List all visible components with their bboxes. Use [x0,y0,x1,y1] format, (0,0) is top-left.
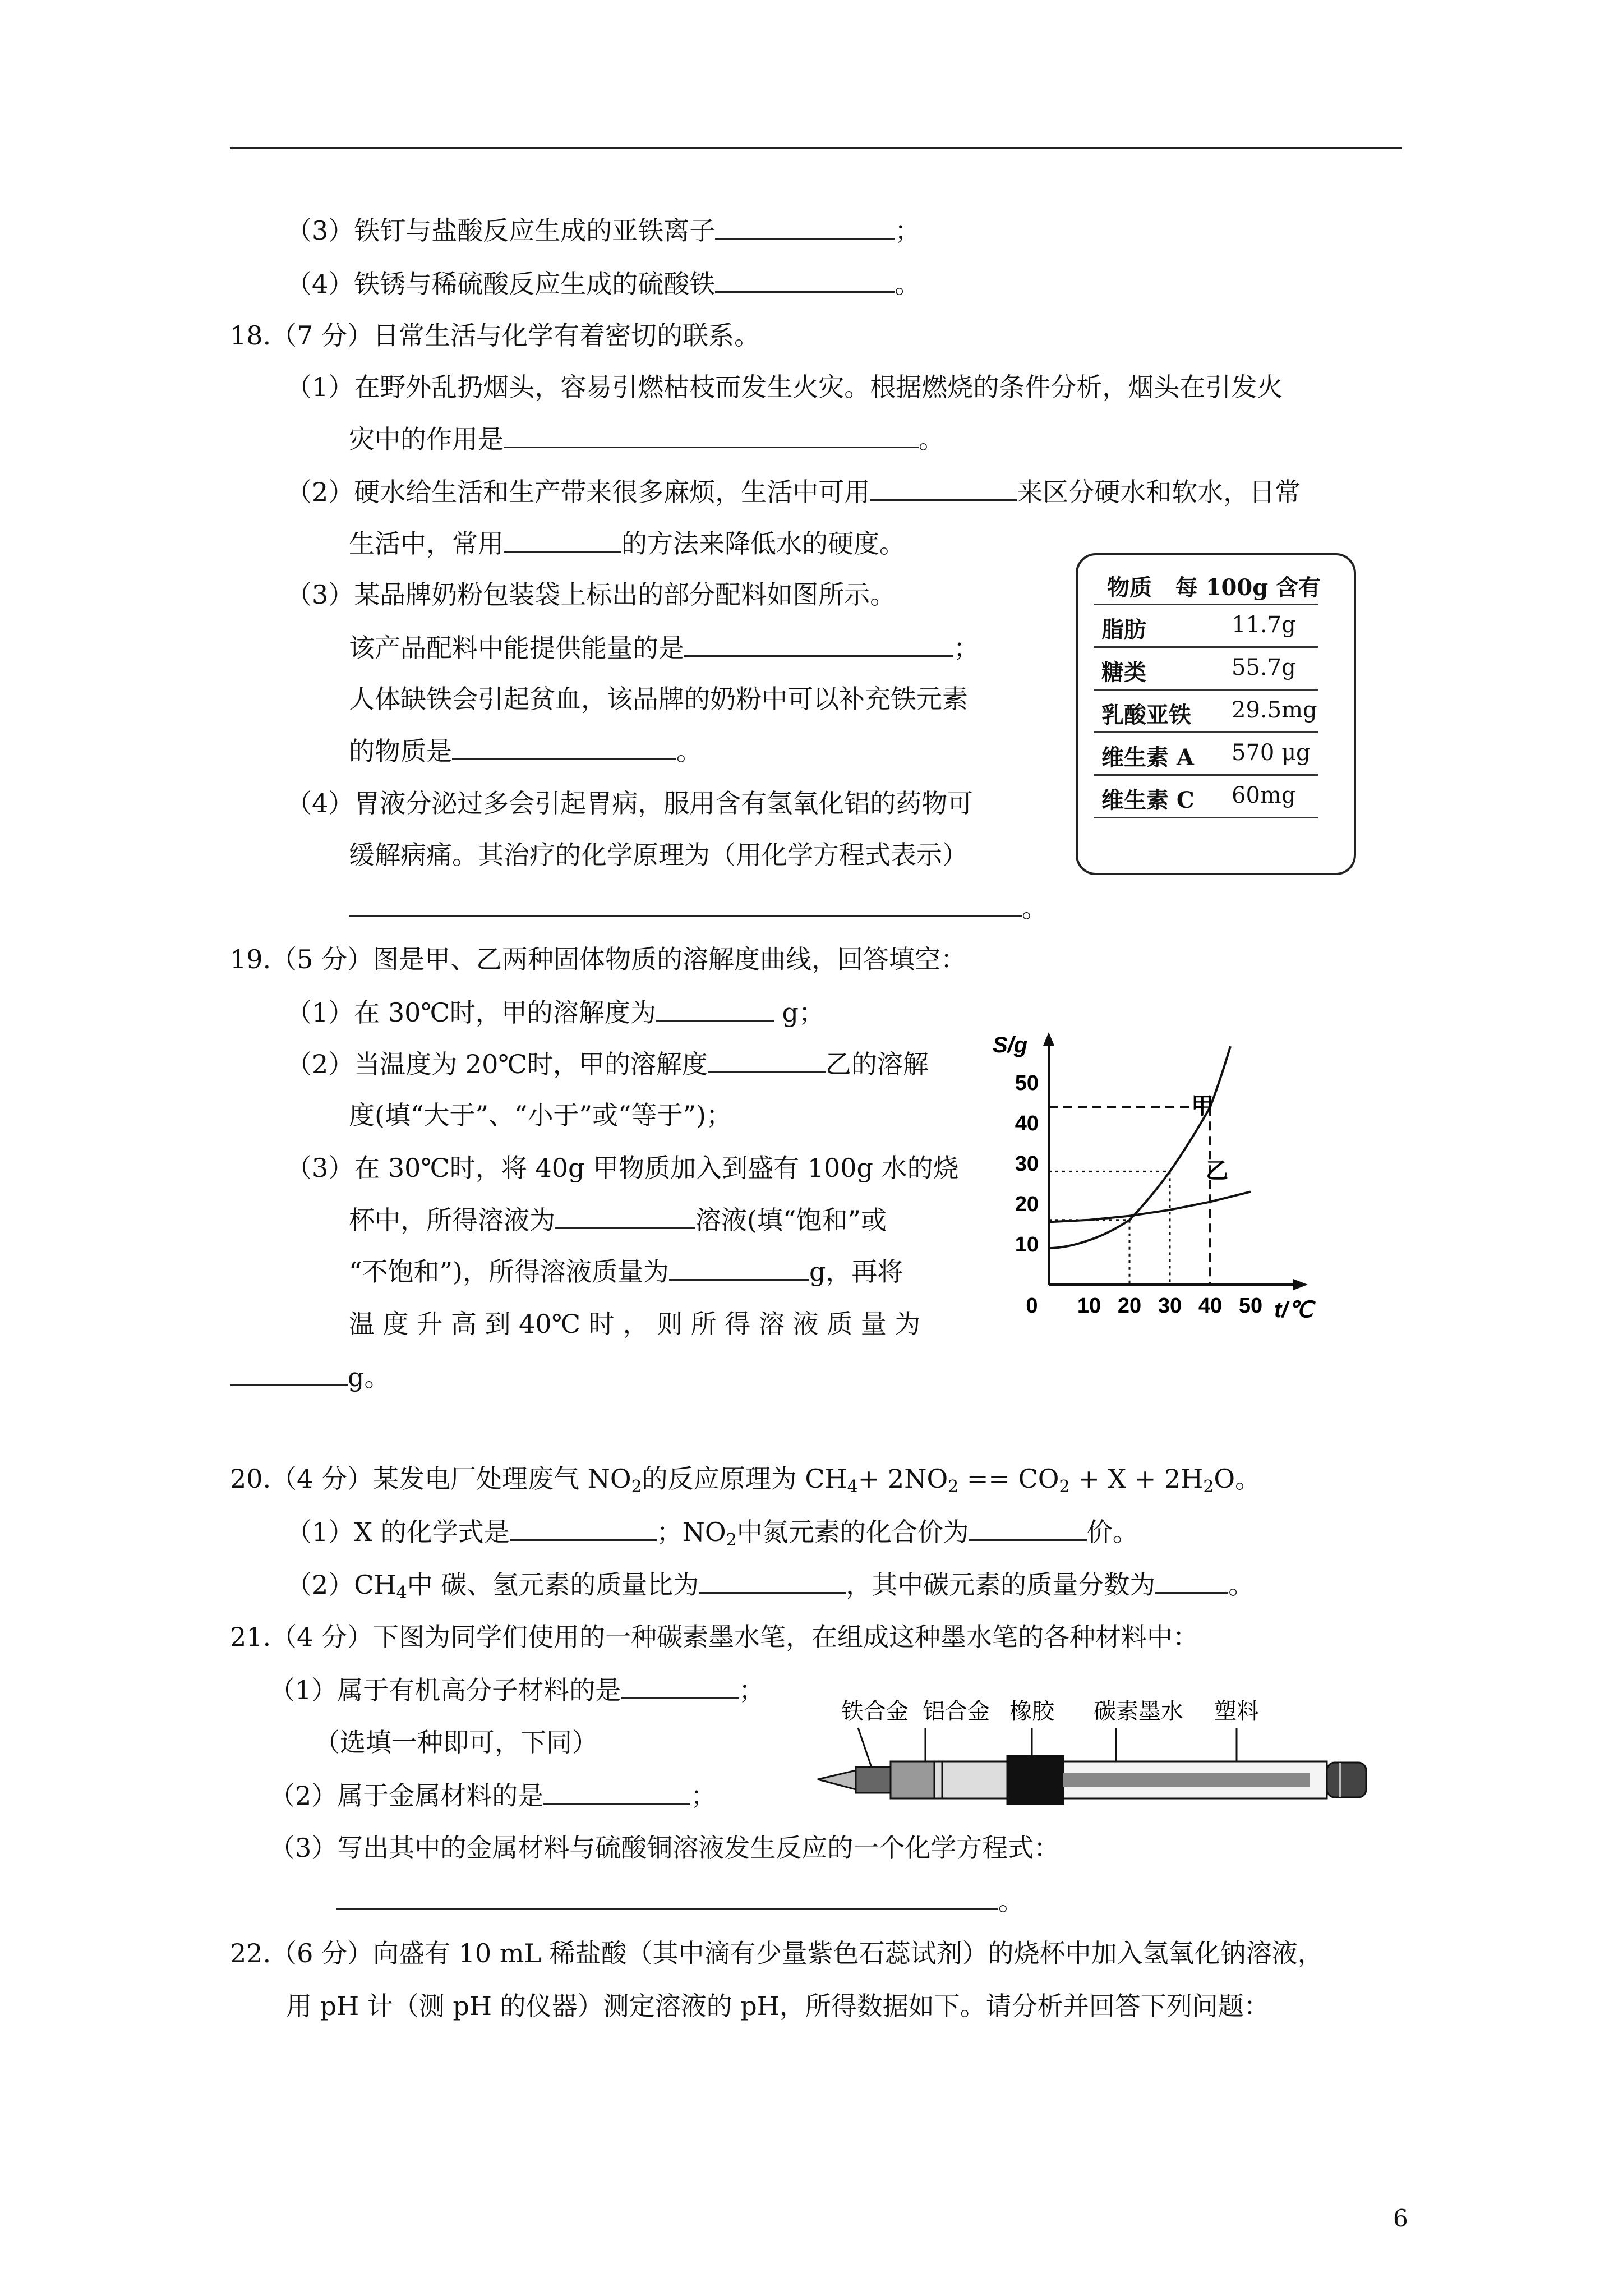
table-row: 维生素 A 570 μg [1094,731,1318,774]
answer-blank[interactable] [656,995,774,1022]
q18-3c-text: 人体缺铁会引起贫血，该品牌的奶粉中可以补充铁元素 [349,684,968,714]
q19-3a-text: （3）在 30℃时，将 40g 甲物质加入到盛有 100g 水的烧 [286,1153,959,1183]
pen-illustration [813,1677,1391,1829]
y-tick-label: 40 [1015,1112,1039,1135]
answer-blank[interactable] [230,1360,348,1386]
x-tick-label: 30 [1158,1294,1182,1318]
q17-4-text: （4）铁锈与稀硫酸反应生成的硫酸铁 [286,269,716,299]
q21-3b-line: 。 [336,1884,1024,1918]
answer-blank[interactable] [555,1203,695,1229]
q19-title: 19.（5 分）图是甲、乙两种固体物质的溶解度曲线，回答填空： [230,944,967,974]
q17-4-line: （4）铁锈与稀硫酸反应生成的硫酸铁 。 [286,266,920,301]
answer-blank[interactable] [708,1047,826,1073]
answer-blank[interactable] [1155,1567,1228,1594]
milk-ingredient-table [1076,553,1356,875]
answer-blank[interactable] [621,1673,739,1699]
answer-blank[interactable] [870,475,1017,501]
answer-blank[interactable] [349,891,1022,917]
y-tick-label: 50 [1015,1071,1039,1095]
pen-label: 碳素墨水 [1094,1699,1183,1724]
q20-1-line: （1）X 的化学式是 ；$NO_2$中氮元素的化合价为 价。 [286,1515,1138,1549]
answer-blank[interactable] [452,734,676,760]
x-tick-label: 40 [1198,1294,1223,1318]
solubility-chart [987,1021,1335,1346]
q21-1-line: （1）属于有机高分子材料的是 ； [269,1673,764,1707]
q20-title: 20.（4 分）某发电厂处理废气 $NO_2$的反应原理为 $CH_4+ 2NO_2 == CO_2 + X + 2H_2O$。 [230,1464,1261,1497]
y-tick-label: 30 [1015,1152,1039,1176]
y-tick-label: 10 [1015,1233,1039,1257]
answer-blank[interactable] [715,213,895,240]
series-label: 乙 [1206,1158,1228,1184]
q19-3d-text: 温 度 升 高 到 40℃ 时 ， 则 所 得 溶 液 质 量 为 [349,1309,921,1339]
q18-1-text: （1）在野外乱扔烟头，容易引燃枯枝而发生火灾。根据燃烧的条件分析，烟头在引发火 [286,372,1283,402]
x-tick-label: 10 [1077,1294,1101,1318]
q21-2-line: （2）属于金属材料的是 ； [269,1778,716,1812]
q18-2b-line: 生活中，常用 的方法来降低水的硬度。 [349,526,905,560]
q19-2a-line: （2）当温度为 20℃时，甲的溶解度 乙的溶解 [286,1047,929,1081]
y-axis-arrow [1043,1032,1054,1046]
x-tick-label: 50 [1238,1294,1263,1318]
q21-1b-text: （选填一种即可，下同） [314,1727,598,1757]
q22-text: 用 pH 计（测 pH 的仪器）测定溶液的 pH，所得数据如下。请分析并回答下列问题： [286,1991,1270,2021]
q21-title: 21.（4 分）下图为同学们使用的一种碳素墨水笔，在组成这种墨水笔的各种材料中： [230,1622,1199,1652]
table-row: 糖类 55.7g [1094,646,1318,688]
table-header: 物质 每 100g 含有 [1107,574,1321,601]
pen-label: 塑料 [1214,1699,1259,1724]
y-axis-label: S/g [993,1033,1028,1057]
pen-label: 橡胶 [1009,1699,1054,1724]
q18-1b-line: 灾中的作用是 。 [349,422,944,456]
q18-3d-line: 的物质是 。 [349,734,702,768]
answer-blank[interactable] [669,1254,809,1281]
page-number: 6 [1393,2205,1408,2232]
header-rule [230,147,1402,149]
q21-3-text: （3）写出其中的金属材料与硫酸铜溶液发生反应的一个化学方程式： [269,1833,1060,1863]
q17-3-text: （3）铁钉与盐酸反应生成的亚铁离子 [286,215,716,246]
q18-4c-line: 。 [349,891,1048,925]
answer-blank[interactable] [336,1884,998,1910]
q18-title: 18.（7 分）日常生活与化学有着密切的联系。 [230,320,760,351]
q18-2a-line: （2）硬水给生活和生产带来很多麻烦，生活中可用 来区分硬水和软水，日常 [286,475,1301,509]
series-label: 甲 [1191,1094,1214,1119]
q19-1-line: （1）在 30℃时，甲的溶解度为 g； [286,995,824,1029]
q17-3-line: （3）铁钉与盐酸反应生成的亚铁离子 ； [286,213,920,247]
table-row: 脂肪 11.7g [1094,604,1318,646]
q18-3b-line: 该产品配料中能提供能量的是 ； [349,631,979,665]
q19-3e-line: g。 [230,1360,390,1394]
answer-blank[interactable] [684,631,953,657]
pen-label: 铝合金 [923,1699,990,1724]
answer-blank[interactable] [699,1567,846,1594]
pen-label: 铁合金 [841,1699,909,1724]
x-axis-arrow [1293,1279,1308,1290]
q19-3c-line: “不饱和”)，所得溶液质量为 g，再将 [349,1254,903,1289]
table-bottom-rule [1094,817,1318,818]
answer-blank[interactable] [510,1515,657,1541]
x-tick-label: 20 [1117,1294,1142,1318]
q18-4b-text: 缓解病痛。其治疗的化学原理为（用化学方程式表示） [349,840,968,870]
table-row: 维生素 C 60mg [1094,774,1318,816]
table-row: 乳酸亚铁 29.5mg [1094,689,1318,731]
answer-blank[interactable] [969,1515,1087,1541]
q22-title: 22.（6 分）向盛有 10 mL 稀盐酸（其中滴有少量紫色石蕊试剂）的烧杯中加入氢氧化钠溶液， [230,1938,1324,1968]
answer-blank[interactable] [504,526,621,553]
answer-blank[interactable] [715,266,895,293]
pen-body [818,1756,1366,1804]
q19-2b-text: 度(填“大于”、“小于”或“等于”)； [349,1100,732,1130]
q18-4a-text: （4）胃液分泌过多会引起胃病，服用含有氢氧化铝的药物可 [286,788,974,818]
answer-blank[interactable] [504,422,919,448]
q19-3b-line: 杯中，所得溶液为 溶液(填“饱和”或 [349,1203,887,1237]
q18-3a-text: （3）某品牌奶粉包装袋上标出的部分配料如图所示。 [286,579,896,610]
q20-2-line: $(2)CH_4$中 碳、氢元素的质量比为 ，其中碳元素的质量分数为 。 [286,1567,1254,1602]
x-tick-label: 0 [1026,1294,1038,1318]
answer-blank[interactable] [543,1778,690,1805]
y-tick-label: 20 [1015,1193,1039,1216]
x-axis-label: t/℃ [1274,1297,1313,1322]
series-line [1049,1046,1230,1248]
